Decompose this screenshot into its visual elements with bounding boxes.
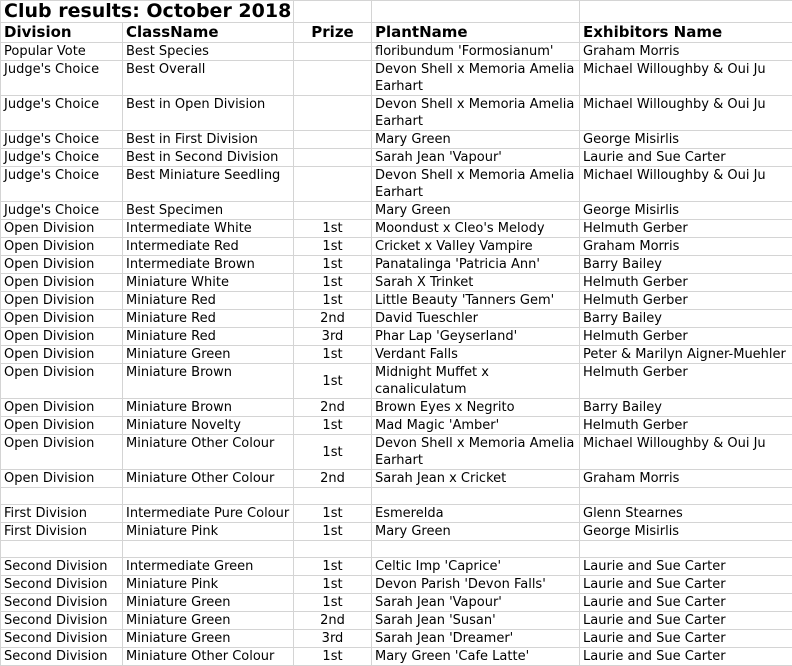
cell-prize: 1st <box>294 558 372 576</box>
cell-exhibitor: Michael Willoughby & Oui Ju <box>580 435 792 470</box>
cell-exhibitor: Barry Bailey <box>580 310 792 328</box>
cell-class-name: Miniature Other Colour <box>123 470 294 488</box>
cell-division: Judge's Choice <box>1 202 123 220</box>
cell-prize: 1st <box>294 417 372 435</box>
cell-division: Judge's Choice <box>1 167 123 202</box>
cell-class-name: Intermediate Pure Colour <box>123 505 294 523</box>
cell-class-name: Intermediate Green <box>123 558 294 576</box>
cell-division: First Division <box>1 505 123 523</box>
cell-prize: 1st <box>294 256 372 274</box>
cell-prize: 1st <box>294 238 372 256</box>
cell-division: Judge's Choice <box>1 131 123 149</box>
cell-class-name: Intermediate White <box>123 220 294 238</box>
cell-class-name: Miniature Green <box>123 346 294 364</box>
cell-plant-name: Devon Shell x Memoria Amelia Earhart <box>372 435 580 470</box>
cell-prize <box>294 167 372 202</box>
table-row <box>1 131 792 149</box>
cell-exhibitor <box>580 488 792 505</box>
table-row <box>1 488 792 505</box>
cell-prize: 3rd <box>294 630 372 648</box>
table-row <box>1 328 792 346</box>
table-row <box>1 612 792 630</box>
cell-plant-name: Esmerelda <box>372 505 580 523</box>
cell-division: Judge's Choice <box>1 61 123 96</box>
cell-division: Open Division <box>1 417 123 435</box>
cell-prize <box>294 202 372 220</box>
cell-plant-name: Midnight Muffet x canaliculatum <box>372 364 580 399</box>
cell-class-name: Miniature Red <box>123 292 294 310</box>
cell-plant-name: Mad Magic 'Amber' <box>372 417 580 435</box>
cell-division: Open Division <box>1 470 123 488</box>
cell-division: Open Division <box>1 346 123 364</box>
cell-prize: 1st <box>294 364 372 399</box>
cell-plant-name: Moondust x Cleo's Melody <box>372 220 580 238</box>
table-row <box>1 256 792 274</box>
empty-cell <box>372 1 580 23</box>
cell-class-name: Best Miniature Seedling <box>123 167 294 202</box>
cell-class-name: Miniature Pink <box>123 523 294 541</box>
table-row <box>1 167 792 202</box>
cell-exhibitor: Glenn Stearnes <box>580 505 792 523</box>
table-row <box>1 292 792 310</box>
cell-class-name: Miniature Green <box>123 594 294 612</box>
cell-class-name: Best Species <box>123 43 294 61</box>
cell-class-name: Best Overall <box>123 61 294 96</box>
cell-plant-name <box>372 541 580 558</box>
cell-prize <box>294 149 372 167</box>
cell-prize <box>294 541 372 558</box>
table-row <box>1 417 792 435</box>
cell-exhibitor: Laurie and Sue Carter <box>580 558 792 576</box>
cell-plant-name: David Tueschler <box>372 310 580 328</box>
cell-division: Open Division <box>1 292 123 310</box>
cell-plant-name: Mary Green <box>372 131 580 149</box>
cell-prize: 1st <box>294 346 372 364</box>
cell-plant-name: Sarah Jean 'Susan' <box>372 612 580 630</box>
cell-division: Second Division <box>1 612 123 630</box>
cell-class-name <box>123 541 294 558</box>
table-row <box>1 558 792 576</box>
cell-prize: 1st <box>294 292 372 310</box>
cell-plant-name: floribundum 'Formosianum' <box>372 43 580 61</box>
cell-plant-name: Cricket x Valley Vampire <box>372 238 580 256</box>
cell-class-name: Miniature White <box>123 274 294 292</box>
cell-plant-name: Verdant Falls <box>372 346 580 364</box>
cell-plant-name: Mary Green 'Cafe Latte' <box>372 648 580 666</box>
table-row <box>1 648 792 666</box>
cell-prize: 1st <box>294 594 372 612</box>
cell-class-name: Best in Open Division <box>123 96 294 131</box>
cell-plant-name: Sarah Jean 'Vapour' <box>372 149 580 167</box>
cell-exhibitor: Laurie and Sue Carter <box>580 630 792 648</box>
cell-division: Judge's Choice <box>1 149 123 167</box>
cell-prize: 3rd <box>294 328 372 346</box>
cell-division: First Division <box>1 523 123 541</box>
table-row <box>1 149 792 167</box>
table-row <box>1 576 792 594</box>
cell-exhibitor: George Misirlis <box>580 131 792 149</box>
cell-exhibitor: George Misirlis <box>580 202 792 220</box>
cell-prize <box>294 131 372 149</box>
table-row <box>1 220 792 238</box>
table-row <box>1 274 792 292</box>
cell-exhibitor: George Misirlis <box>580 523 792 541</box>
cell-exhibitor: Helmuth Gerber <box>580 364 792 399</box>
cell-exhibitor: Helmuth Gerber <box>580 328 792 346</box>
cell-exhibitor: Laurie and Sue Carter <box>580 648 792 666</box>
cell-exhibitor: Laurie and Sue Carter <box>580 149 792 167</box>
cell-prize <box>294 43 372 61</box>
cell-plant-name: Sarah Jean x Cricket <box>372 470 580 488</box>
header-class-name: ClassName <box>123 23 294 43</box>
cell-class-name: Intermediate Brown <box>123 256 294 274</box>
table-row <box>1 364 792 399</box>
cell-class-name: Miniature Green <box>123 630 294 648</box>
header-exhibitor: Exhibitors Name <box>580 23 792 43</box>
header-plant-name: PlantName <box>372 23 580 43</box>
header-prize: Prize <box>294 23 372 43</box>
cell-class-name: Best in Second Division <box>123 149 294 167</box>
cell-plant-name: Brown Eyes x Negrito <box>372 399 580 417</box>
cell-plant-name: Mary Green <box>372 523 580 541</box>
cell-division: Judge's Choice <box>1 96 123 131</box>
table-row <box>1 310 792 328</box>
cell-prize <box>294 61 372 96</box>
cell-class-name: Miniature Brown <box>123 364 294 399</box>
title-row <box>1 1 792 23</box>
cell-division: Second Division <box>1 630 123 648</box>
cell-class-name: Miniature Green <box>123 612 294 630</box>
cell-plant-name: Devon Shell x Memoria Amelia Earhart <box>372 167 580 202</box>
cell-exhibitor: Michael Willoughby & Oui Ju <box>580 167 792 202</box>
cell-prize: 1st <box>294 435 372 470</box>
cell-plant-name: Little Beauty 'Tanners Gem' <box>372 292 580 310</box>
cell-prize: 1st <box>294 523 372 541</box>
cell-plant-name: Celtic Imp 'Caprice' <box>372 558 580 576</box>
cell-prize: 1st <box>294 274 372 292</box>
cell-exhibitor: Helmuth Gerber <box>580 417 792 435</box>
cell-exhibitor: Graham Morris <box>580 43 792 61</box>
cell-division: Open Division <box>1 310 123 328</box>
cell-exhibitor: Laurie and Sue Carter <box>580 612 792 630</box>
cell-division: Open Division <box>1 399 123 417</box>
cell-prize: 1st <box>294 505 372 523</box>
header-division: Division <box>1 23 123 43</box>
table-row <box>1 96 792 131</box>
table-row <box>1 43 792 61</box>
cell-division: Open Division <box>1 256 123 274</box>
header-row <box>1 23 792 43</box>
cell-class-name: Miniature Other Colour <box>123 435 294 470</box>
cell-class-name: Miniature Red <box>123 328 294 346</box>
cell-class-name: Intermediate Red <box>123 238 294 256</box>
cell-plant-name: Sarah X Trinket <box>372 274 580 292</box>
cell-class-name: Miniature Red <box>123 310 294 328</box>
cell-exhibitor: Barry Bailey <box>580 256 792 274</box>
cell-prize: 1st <box>294 220 372 238</box>
cell-exhibitor: Barry Bailey <box>580 399 792 417</box>
cell-division <box>1 541 123 558</box>
cell-exhibitor: Laurie and Sue Carter <box>580 594 792 612</box>
cell-division: Second Division <box>1 594 123 612</box>
cell-plant-name: Devon Shell x Memoria Amelia Earhart <box>372 96 580 131</box>
cell-class-name <box>123 488 294 505</box>
cell-prize: 1st <box>294 648 372 666</box>
page-title: Club results: October 2018 <box>1 1 294 23</box>
cell-exhibitor: Helmuth Gerber <box>580 274 792 292</box>
cell-division: Open Division <box>1 435 123 470</box>
cell-division: Second Division <box>1 648 123 666</box>
cell-division: Open Division <box>1 364 123 399</box>
cell-exhibitor <box>580 541 792 558</box>
cell-division: Open Division <box>1 238 123 256</box>
cell-prize: 2nd <box>294 310 372 328</box>
cell-class-name: Best Specimen <box>123 202 294 220</box>
cell-exhibitor: Peter & Marilyn Aigner-Muehler <box>580 346 792 364</box>
cell-class-name: Miniature Novelty <box>123 417 294 435</box>
empty-cell <box>294 1 372 23</box>
table-row <box>1 523 792 541</box>
cell-exhibitor: Michael Willoughby & Oui Ju <box>580 61 792 96</box>
table-row <box>1 541 792 558</box>
cell-prize: 2nd <box>294 612 372 630</box>
cell-exhibitor: Michael Willoughby & Oui Ju <box>580 96 792 131</box>
table-row <box>1 202 792 220</box>
cell-prize <box>294 488 372 505</box>
cell-plant-name <box>372 488 580 505</box>
cell-division <box>1 488 123 505</box>
cell-exhibitor: Helmuth Gerber <box>580 220 792 238</box>
table-row <box>1 399 792 417</box>
cell-plant-name: Sarah Jean 'Dreamer' <box>372 630 580 648</box>
cell-exhibitor: Laurie and Sue Carter <box>580 576 792 594</box>
cell-division: Second Division <box>1 558 123 576</box>
cell-plant-name: Phar Lap 'Geyserland' <box>372 328 580 346</box>
cell-class-name: Miniature Brown <box>123 399 294 417</box>
cell-plant-name: Devon Parish 'Devon Falls' <box>372 576 580 594</box>
cell-exhibitor: Graham Morris <box>580 238 792 256</box>
cell-plant-name: Panatalinga 'Patricia Ann' <box>372 256 580 274</box>
table-row <box>1 470 792 488</box>
empty-cell <box>580 1 792 23</box>
cell-division: Open Division <box>1 328 123 346</box>
table-row <box>1 61 792 96</box>
cell-exhibitor: Helmuth Gerber <box>580 292 792 310</box>
cell-prize: 2nd <box>294 470 372 488</box>
cell-class-name: Miniature Pink <box>123 576 294 594</box>
table-row <box>1 435 792 470</box>
cell-plant-name: Mary Green <box>372 202 580 220</box>
cell-prize: 2nd <box>294 399 372 417</box>
cell-division: Second Division <box>1 576 123 594</box>
cell-class-name: Miniature Other Colour <box>123 648 294 666</box>
cell-exhibitor: Graham Morris <box>580 470 792 488</box>
cell-class-name: Best in First Division <box>123 131 294 149</box>
cell-prize <box>294 96 372 131</box>
cell-division: Open Division <box>1 274 123 292</box>
cell-plant-name: Sarah Jean 'Vapour' <box>372 594 580 612</box>
table-row <box>1 346 792 364</box>
cell-division: Popular Vote <box>1 43 123 61</box>
cell-prize: 1st <box>294 576 372 594</box>
cell-division: Open Division <box>1 220 123 238</box>
table-row <box>1 505 792 523</box>
table-row <box>1 238 792 256</box>
table-row <box>1 594 792 612</box>
cell-plant-name: Devon Shell x Memoria Amelia Earhart <box>372 61 580 96</box>
